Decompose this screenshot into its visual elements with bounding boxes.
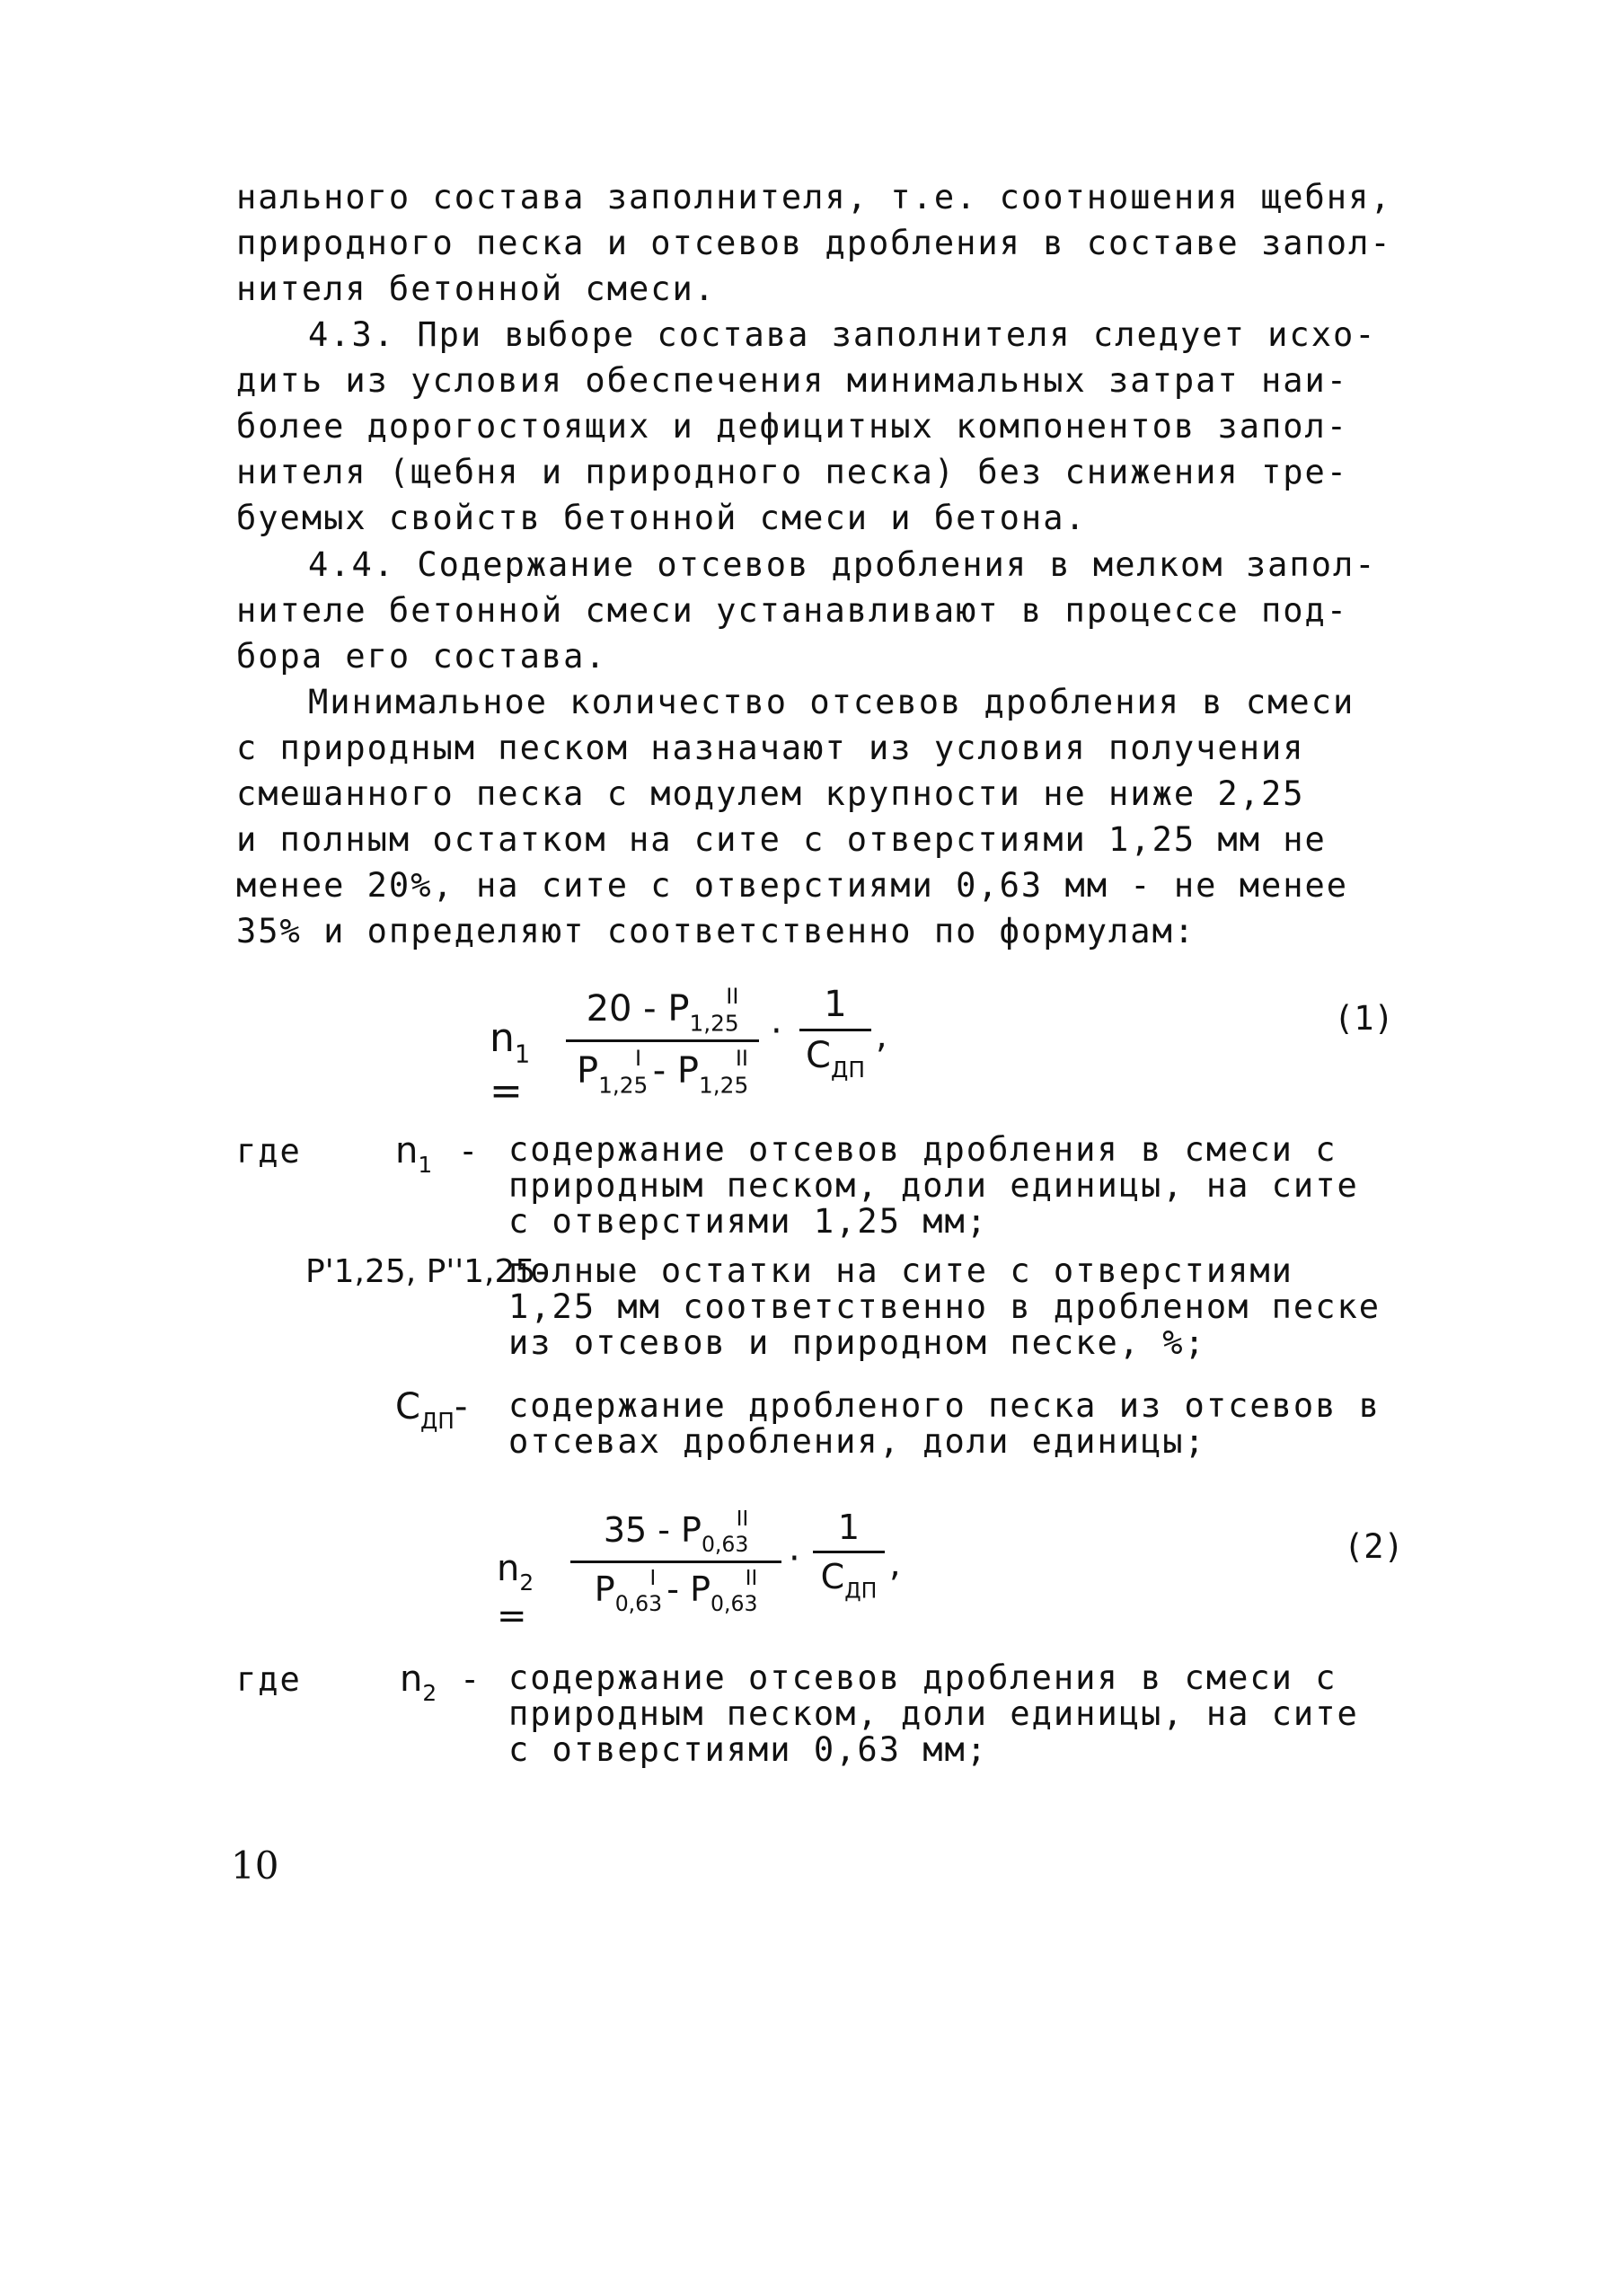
text-line: 35% и определяют соответственно по формулам: [236, 912, 1196, 950]
where-label: где [236, 1132, 302, 1171]
paragraph-minimal-amount [236, 679, 1426, 954]
formula-1-dot: · [771, 1011, 782, 1052]
cdp-definition: содержание дробленого песка из отсевов в отсевах дробления, доли единицы; [508, 1386, 1381, 1461]
paragraph-4-3 [236, 312, 1426, 541]
paragraph-aggregate-composition [236, 174, 1426, 312]
text-line: более дорогостоящих и дефицитных компонентов запол- [236, 407, 1349, 446]
n2-symbol: $n_2$ [400, 1658, 437, 1707]
text-line: нителя бетонной смеси. [236, 270, 717, 308]
n1-symbol: $n_1$ [395, 1130, 433, 1179]
formula-2-comma: , [889, 1543, 901, 1585]
formula-2-numerator: $35 - P_{0,63}^{II}$ [603, 1508, 749, 1557]
p-definition: полные остатки на сите с отверстиями 1,25 мм соответственно в дробленом песке из отсевов и природном песке, %; [508, 1251, 1381, 1362]
text-line: 4.3. При выборе состава заполнителя следует исхо- [308, 315, 1377, 354]
where-label-2: где [236, 1660, 302, 1699]
formula-1-numerator: $20 - P_{1,25}^{II}$ [586, 984, 739, 1037]
text-line: смешанного песка с модулем крупности не ниже 2,25 [236, 774, 1305, 813]
text-line: нителе бетонной смеси устанавливают в процессе под- [236, 591, 1349, 630]
formula-2-lhs: $n_2$ = [497, 1548, 534, 1638]
formula-1-main-fraction [566, 984, 759, 1099]
cdp-symbol: $C_{ДП}-$ [395, 1386, 468, 1435]
text-line: нителя (щебня и природного песка) без снижения тре- [236, 453, 1349, 491]
text-line: менее 20%, на сите с отверстиями 0,63 мм - не менее [236, 866, 1349, 905]
n1-dash: - [458, 1132, 481, 1171]
formula-2-main-fraction [570, 1508, 781, 1616]
formula-2-factor-fraction: 1 $C_{ДП}$ [813, 1508, 885, 1604]
formula-2-dot: · [789, 1538, 800, 1579]
formula-1-number: (1) [1334, 999, 1394, 1038]
p-symbols: P'1,25, P''1,25- [305, 1253, 548, 1290]
text-line: Минимальное количество отсевов дробления в смеси [308, 683, 1355, 721]
text-line: с природным песком назначают из условия получения [236, 729, 1305, 767]
formula-1-denominator: $P_{1,25}^I - P_{1,25}^{II}$ [576, 1046, 749, 1099]
formula-2-number: (2) [1344, 1527, 1404, 1566]
n2-dash: - [460, 1660, 482, 1699]
text-line: нального состава заполнителя, т.е. соотношения щебня, [236, 178, 1392, 217]
paragraph-4-4 [236, 542, 1426, 679]
n2-definition: содержание отсевов дробления в смеси с природным песком, доли единицы, на сите с отверстиями 0,63 мм; [508, 1658, 1359, 1769]
text-line: природного песка и отсевов дробления в составе запол- [236, 224, 1392, 262]
page-number: 10 [231, 1843, 279, 1888]
formula-1-factor-fraction: 1 $C_{ДП}$ [799, 984, 871, 1083]
formula-1-lhs: $n_1$ = [490, 1015, 531, 1115]
formula-2-denominator: $P_{0,63}^I - P_{0,63}^{II}$ [594, 1566, 758, 1616]
text-line: и полным остатком на сите с отверстиями 1,25 мм не [236, 820, 1327, 859]
text-line: дить из условия обеспечения минимальных затрат наи- [236, 361, 1349, 400]
text-line: 4.4. Содержание отсевов дробления в мелком запол- [308, 545, 1377, 584]
text-line: буемых свойств бетонной смеси и бетона. [236, 499, 1087, 537]
text-line: бора его состава. [236, 637, 607, 676]
n1-definition: содержание отсевов дробления в смеси с природным песком, доли единицы, на сите с отверстиями 1,25 мм; [508, 1130, 1359, 1241]
formula-1-comma: , [876, 1015, 887, 1057]
